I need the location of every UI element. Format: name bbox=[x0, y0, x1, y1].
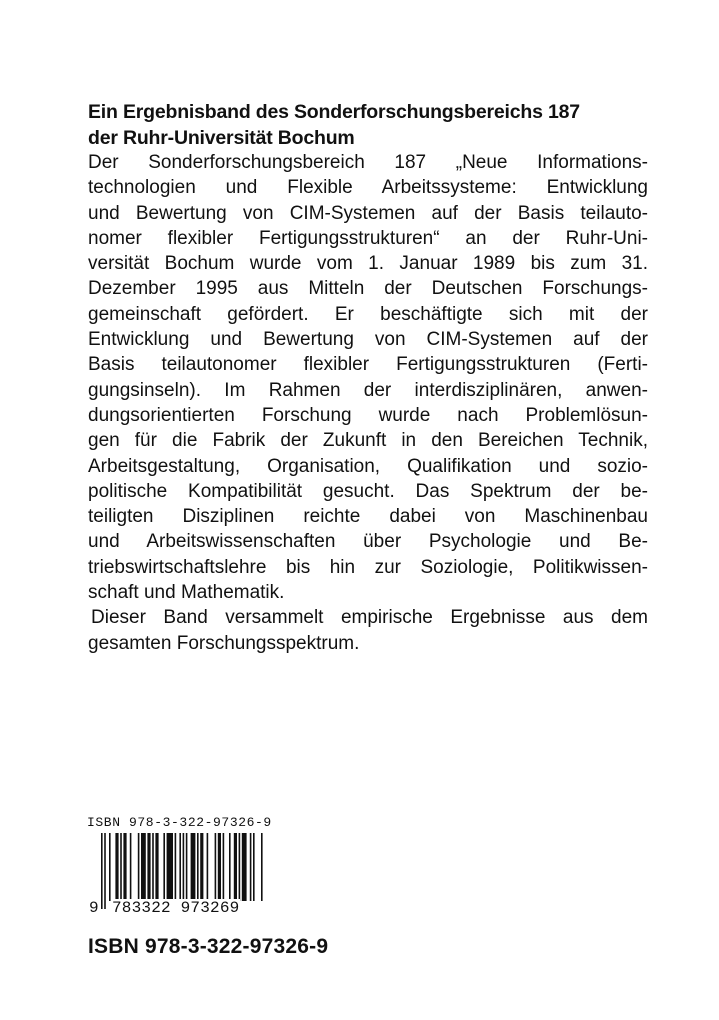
summary-line: Dieser Band versammelt empirische Ergebnisse aus dem bbox=[91, 607, 648, 629]
description-line: und Bewertung von CIM-Systemen auf der Basis teilauto- bbox=[88, 202, 648, 224]
back-cover-heading bbox=[88, 99, 648, 151]
description-line: Arbeitsgestaltung, Organisation, Qualifikation und sozio- bbox=[88, 455, 648, 477]
barcode-digit-first: 9 bbox=[89, 899, 99, 917]
summary-line: gesamten Forschungsspektrum. bbox=[88, 632, 360, 654]
isbn-barcode bbox=[87, 815, 272, 917]
description-line: Basis teilautonomer flexibler Fertigungsstrukturen (Ferti- bbox=[88, 354, 648, 376]
barcode-icon bbox=[87, 833, 263, 909]
description-line: gungsinseln). Im Rahmen der interdisziplinären, anwen- bbox=[88, 379, 648, 401]
description-line: und Arbeitswissenschaften über Psychologie und Be- bbox=[88, 531, 648, 553]
description-line: nomer flexibler Fertigungsstrukturen“ an der Ruhr-Uni- bbox=[88, 227, 648, 249]
barcode-isbn-label: ISBN 978-3-322-97326-9 bbox=[87, 815, 272, 830]
description-line: technologien und Flexible Arbeitssysteme: Entwicklung bbox=[88, 177, 648, 199]
description-line: Dezember 1995 aus Mitteln der Deutschen Forschungs- bbox=[88, 278, 648, 300]
description-line: gen für die Fabrik der Zukunft in den Bereichen Technik, bbox=[88, 430, 648, 452]
description-line: dungsorientierten Forschung wurde nach Problemlösun- bbox=[88, 404, 648, 426]
isbn-number: ISBN 978-3-322-97326-9 bbox=[88, 935, 329, 958]
description-line: schaft und Mathematik. bbox=[88, 582, 285, 604]
description-line: Entwicklung und Bewertung von CIM-Systemen auf der bbox=[88, 329, 648, 351]
description-line: teiligten Disziplinen reichte dabei von Maschinenbau bbox=[88, 506, 648, 528]
description-text bbox=[88, 150, 648, 656]
barcode-digits-rest: 783322 973269 bbox=[112, 899, 240, 917]
description-line: Der Sonderforschungsbereich 187 „Neue Informations- bbox=[88, 152, 648, 173]
heading-line-2: der Ruhr-Universität Bochum bbox=[88, 127, 355, 149]
description-line: triebswirtschaftslehre bis hin zur Soziologie, Politikwissen- bbox=[88, 556, 648, 578]
heading-line-1: Ein Ergebnisband des Sonderforschungsbereichs 187 bbox=[88, 101, 580, 123]
description-line: gemeinschaft gefördert. Er beschäftigte sich mit der bbox=[88, 303, 648, 325]
description-line: politische Kompatibilität gesucht. Das Spektrum der be- bbox=[88, 480, 648, 502]
description-line: versität Bochum wurde vom 1. Januar 1989 bis zum 31. bbox=[88, 253, 648, 275]
